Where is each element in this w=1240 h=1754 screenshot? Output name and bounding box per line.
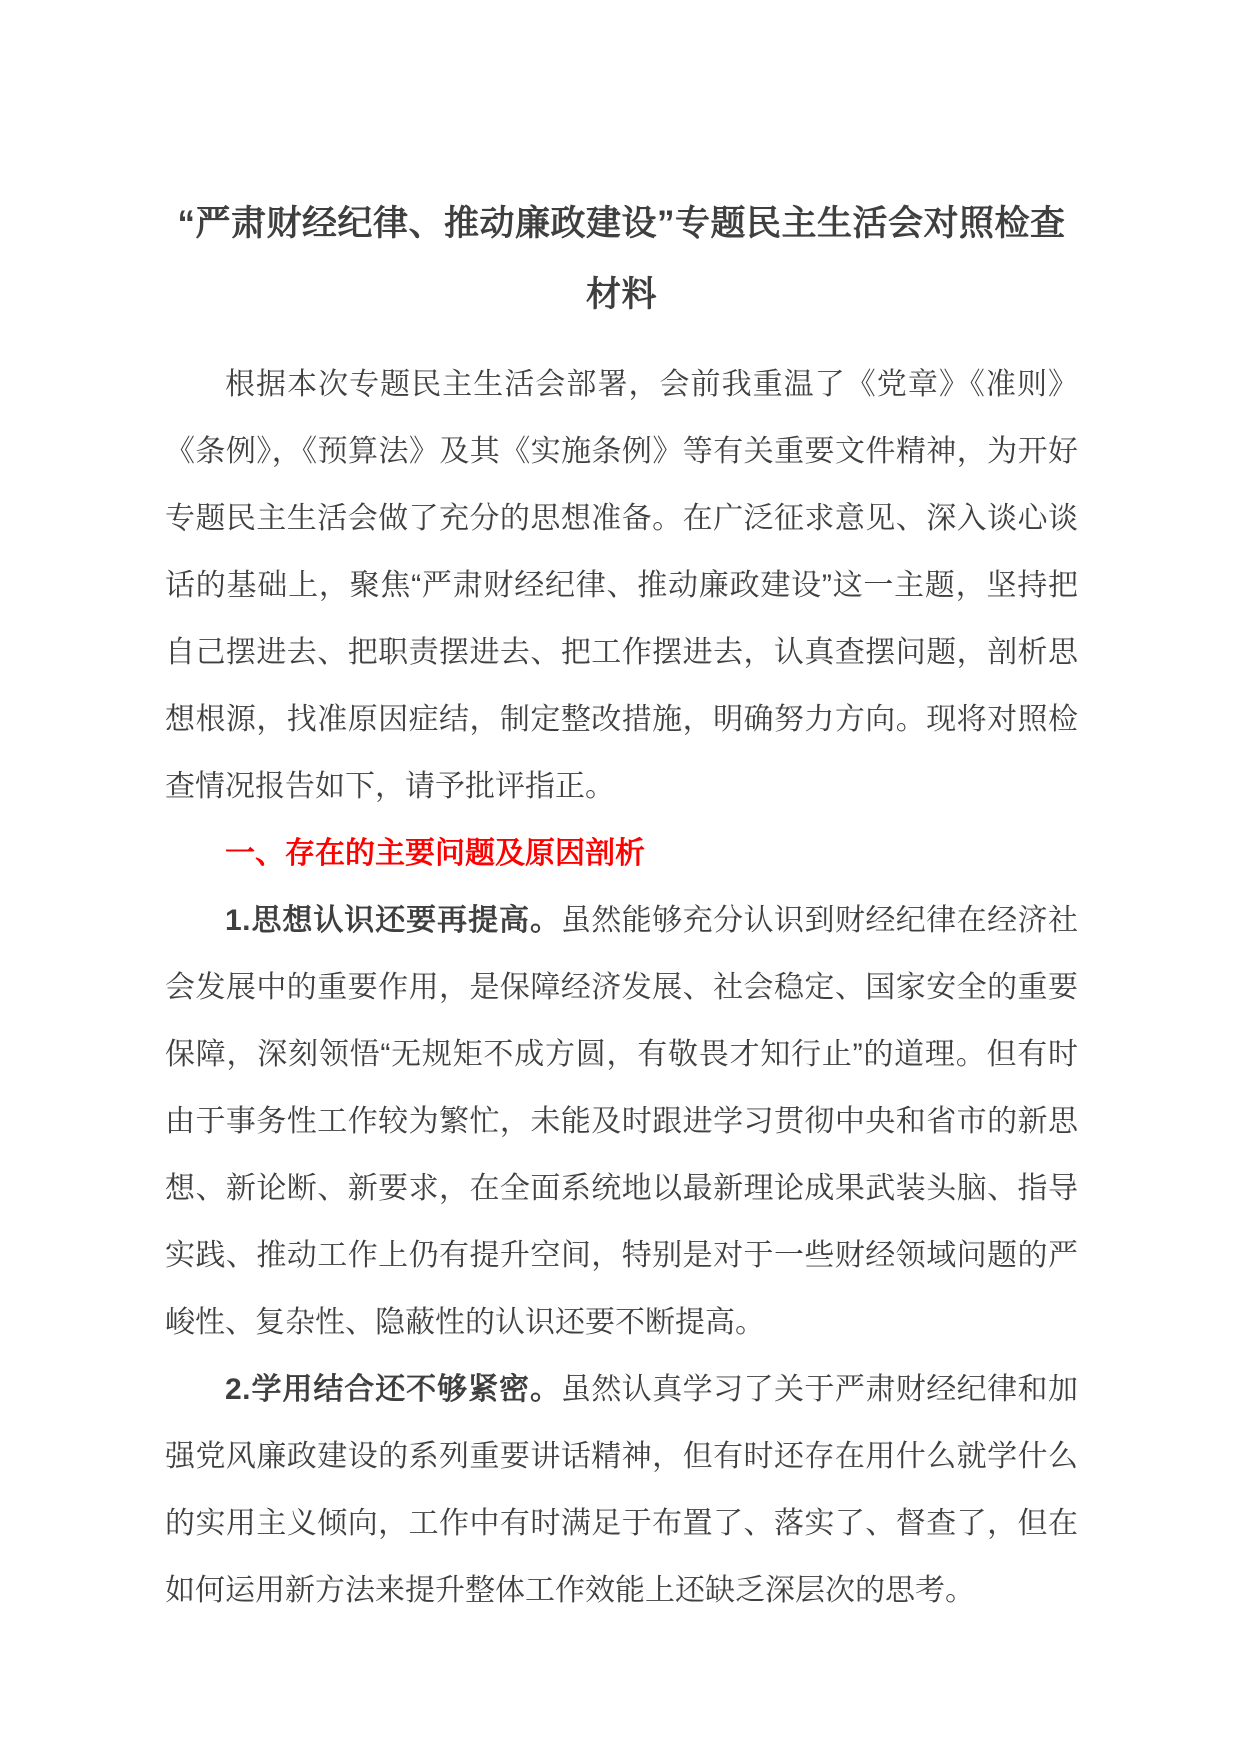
problem-1-text: 虽然能够充分认识到财经纪律在经济社会发展中的重要作用，是保障经济发展、社会稳定、国家安全的重要保障，深刻领悟“无规矩不成方圆，有敬畏才知行止”的道理。但有时由于事务性工作较为繁忙，未能及时跟进学习贯彻中央和省市的新思想、新论断、新要求，在全面系统地以最新理论成果武装头脑、指导实践、推动工作上仍有提升空间，特别是对于一些财经领域问题的严峻性、复杂性、隐蔽性的认识还要不断提高。: [165, 904, 1078, 1339]
problem-1-lead: 1.思想认识还要再提高。: [225, 904, 561, 937]
problem-paragraph-2: [165, 1356, 1078, 1624]
intro-paragraph: 根据本次专题民主生活会部署，会前我重温了《党章》《准则》《条例》，《预算法》及其《实施条例》等有关重要文件精神，为开好专题民主生活会做了充分的思想准备。在广泛征求意见、深入谈心谈话的基础上，聚焦“严肃财经纪律、推动廉政建设”这一主题，坚持把自己摆进去、把职责摆进去、把工作摆进去，认真查摆问题，剖析思想根源，找准原因症结，制定整改措施，明确努力方向。现将对照检查情况报告如下，请予批评指正。: [165, 368, 1078, 803]
problem-2-lead: 2.学用结合还不够紧密。: [225, 1373, 561, 1406]
document-title: “严肃财经纪律、推动廉政建设”专题民主生活会对照检查材料: [177, 204, 1066, 314]
section-heading-problems: 一、存在的主要问题及原因剖析: [225, 837, 645, 870]
problem-2-text: 虽然认真学习了关于严肃财经纪律和加强党风廉政建设的系列重要讲话精神，但有时还存在用什么就学什么的实用主义倾向，工作中有时满足于布置了、落实了、督查了，但在如何运用新方法来提升整体工作效能上还缺乏深层次的思考。: [165, 1373, 1078, 1607]
problem-paragraph-1: [165, 887, 1078, 1356]
